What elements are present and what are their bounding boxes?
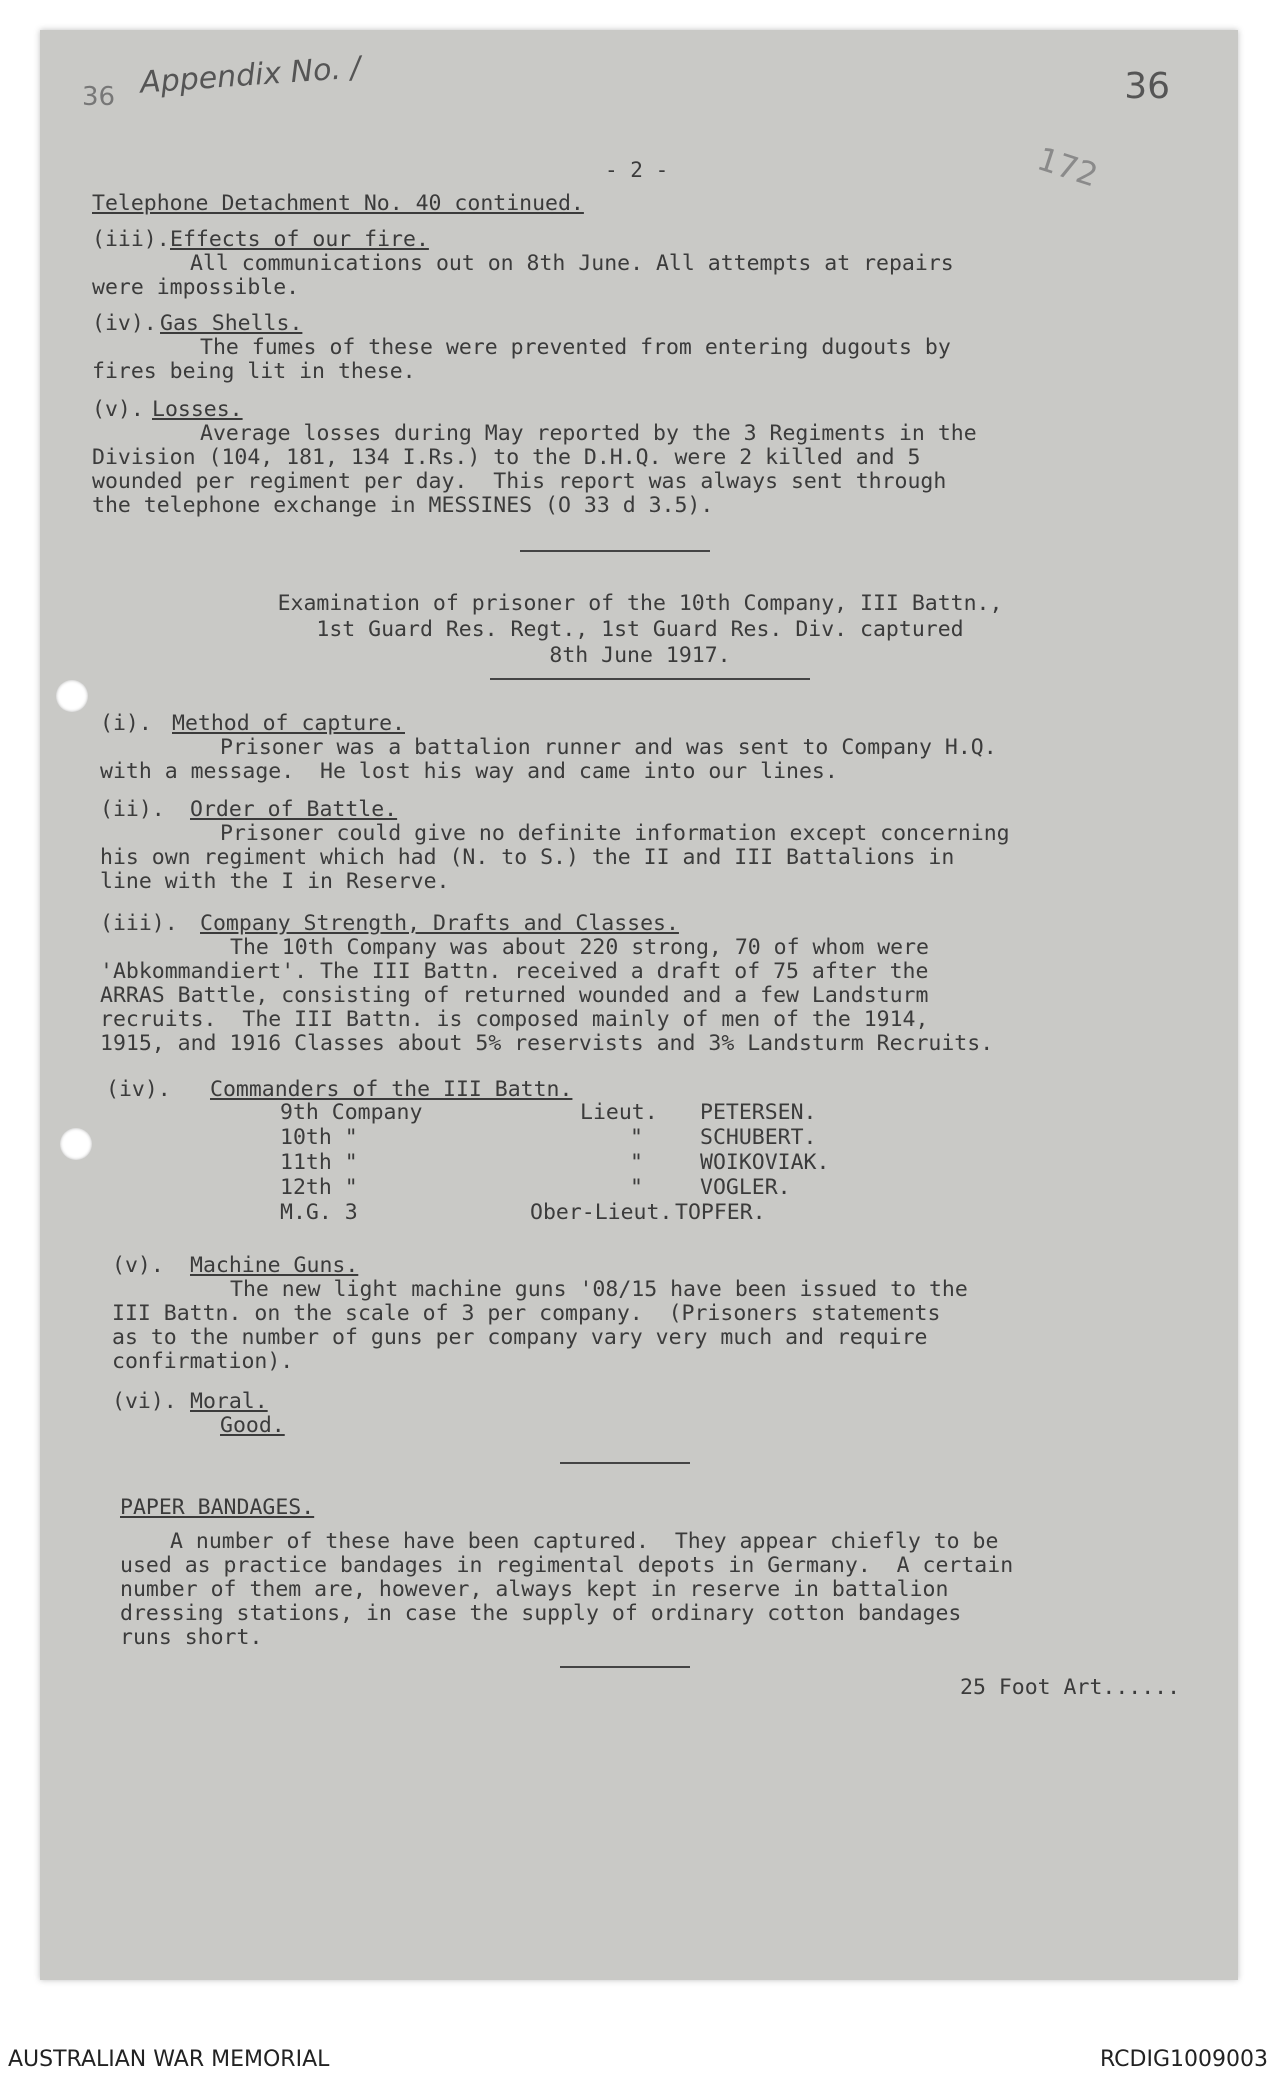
section-heading: Losses.: [152, 397, 243, 422]
section-text-line: The fumes of these were prevented from entering dugouts by: [200, 335, 951, 360]
divider: [490, 678, 810, 680]
section-text-line: fires being lit in these.: [92, 359, 416, 384]
punch-hole: [60, 1128, 92, 1160]
section-text-line: with a message. He lost his way and came into our lines.: [100, 759, 838, 784]
section-text-line: Prisoner was a battalion runner and was sent to Company H.Q.: [220, 735, 997, 760]
section-heading: Machine Guns.: [190, 1253, 359, 1278]
commander-unit: 10th ": [280, 1125, 358, 1150]
commander-name: TOPFER.: [675, 1200, 766, 1225]
section-text-line: the telephone exchange in MESSINES (O 33 d 3.5).: [92, 493, 714, 518]
section-text-line: wounded per regiment per day. This report was always sent through: [92, 469, 947, 494]
section-text-line: Prisoner could give no definite information except concerning: [220, 821, 1010, 846]
page-number: - 2 -: [605, 158, 669, 182]
section-heading: Method of capture.: [172, 711, 405, 736]
examination-title-line: 1st Guard Res. Regt., 1st Guard Res. Div. captured: [316, 617, 964, 642]
commander-rank: ": [630, 1125, 643, 1150]
section-text-line: line with the I in Reserve.: [100, 869, 450, 894]
section-text-line: ARRAS Battle, consisting of returned wounded and a few Landsturm: [100, 983, 929, 1008]
commander-name: VOGLER.: [700, 1175, 791, 1200]
section-text-line: confirmation).: [112, 1349, 294, 1374]
bandages-text-line: A number of these have been captured. They appear chiefly to be: [170, 1529, 999, 1554]
document-page: [40, 30, 1238, 1980]
section-text-line: 'Abkommandiert'. The III Battn. received a draft of 75 after the: [100, 959, 929, 984]
section-text-line: recruits. The III Battn. is composed mainly of men of the 1914,: [100, 1007, 929, 1032]
section-heading: Effects of our fire.: [170, 227, 429, 252]
section-text-line: as to the number of guns per company vary very much and require: [112, 1325, 928, 1350]
commander-unit: 12th ": [280, 1175, 358, 1200]
commander-name: WOIKOVIAK.: [700, 1150, 830, 1175]
bandages-heading: PAPER BANDAGES.: [120, 1495, 315, 1520]
section-text-line: 1915, and 1916 Classes about 5% reservists and 3% Landsturm Recruits.: [100, 1031, 994, 1056]
section-text-line: his own regiment which had (N. to S.) the II and III Battalions in: [100, 845, 955, 870]
commander-name: PETERSEN.: [700, 1100, 817, 1125]
footer-record-id: RCDIG1009003: [1099, 2047, 1268, 2072]
section-text-line: were impossible.: [92, 275, 300, 300]
examination-title-line: Examination of prisoner of the 10th Company, III Battn.,: [277, 591, 1003, 616]
commander-unit: 9th Company: [280, 1100, 423, 1125]
folio-number: 172: [1032, 139, 1103, 195]
section-number: (ii).: [100, 797, 165, 822]
section-heading: Gas Shells.: [160, 311, 303, 336]
section-text-line: Good.: [220, 1413, 285, 1438]
commander-unit: 11th ": [280, 1150, 358, 1175]
commander-rank: ": [630, 1150, 643, 1175]
section-number: (vi).: [112, 1389, 177, 1414]
bandages-text-line: used as practice bandages in regimental depots in Germany. A certain: [120, 1553, 1014, 1578]
handwritten-number-right: 36: [1124, 66, 1170, 107]
section-number: (iii).: [92, 227, 170, 252]
section-number: (v).: [92, 397, 144, 422]
bandages-text-line: dressing stations, in case the supply of ordinary cotton bandages: [120, 1601, 962, 1626]
handwritten-number-left: 36: [82, 82, 116, 112]
commander-name: SCHUBERT.: [700, 1125, 817, 1150]
section-number: (iv).: [106, 1077, 171, 1102]
section-text-line: Division (104, 181, 134 I.Rs.) to the D.H.Q. were 2 killed and 5: [92, 445, 921, 470]
commander-rank: Ober-Lieut.: [530, 1200, 673, 1225]
section-number: (iv).: [92, 311, 157, 336]
commander-rank: ": [630, 1175, 643, 1200]
commander-unit: M.G. 3: [280, 1200, 358, 1225]
divider: [560, 1462, 690, 1464]
divider: [520, 550, 710, 552]
section-text-line: All communications out on 8th June. All attempts at repairs: [190, 251, 954, 276]
section-heading: Company Strength, Drafts and Classes.: [200, 911, 679, 936]
punch-hole: [56, 680, 88, 712]
section-text-line: Average losses during May reported by the 3 Regiments in the: [200, 421, 977, 446]
footer-archive-name: AUSTRALIAN WAR MEMORIAL: [8, 2047, 330, 2072]
section-text-line: The new light machine guns '08/15 have been issued to the: [230, 1277, 968, 1302]
continued-heading: Telephone Detachment No. 40 continued.: [92, 191, 584, 216]
section-text-line: The 10th Company was about 220 strong, 70 of whom were: [230, 935, 929, 960]
section-heading: Order of Battle.: [190, 797, 398, 822]
section-text-line: III Battn. on the scale of 3 per company. (Prisoners statements: [112, 1301, 941, 1326]
catchword: 25 Foot Art......: [960, 1675, 1181, 1700]
bandages-text-line: number of them are, however, always kept in reserve in battalion: [120, 1577, 949, 1602]
section-number: (i).: [100, 711, 152, 736]
commander-rank: Lieut.: [580, 1100, 658, 1125]
section-number: (iii).: [100, 911, 178, 936]
divider: [560, 1666, 690, 1668]
section-heading: Moral.: [190, 1389, 268, 1414]
bandages-text-line: runs short.: [120, 1625, 263, 1650]
handwritten-appendix-note: Appendix No. /: [139, 50, 362, 101]
section-number: (v).: [112, 1253, 164, 1278]
section-heading: Commanders of the III Battn.: [210, 1077, 573, 1102]
examination-title-line: 8th June 1917.: [549, 643, 731, 668]
